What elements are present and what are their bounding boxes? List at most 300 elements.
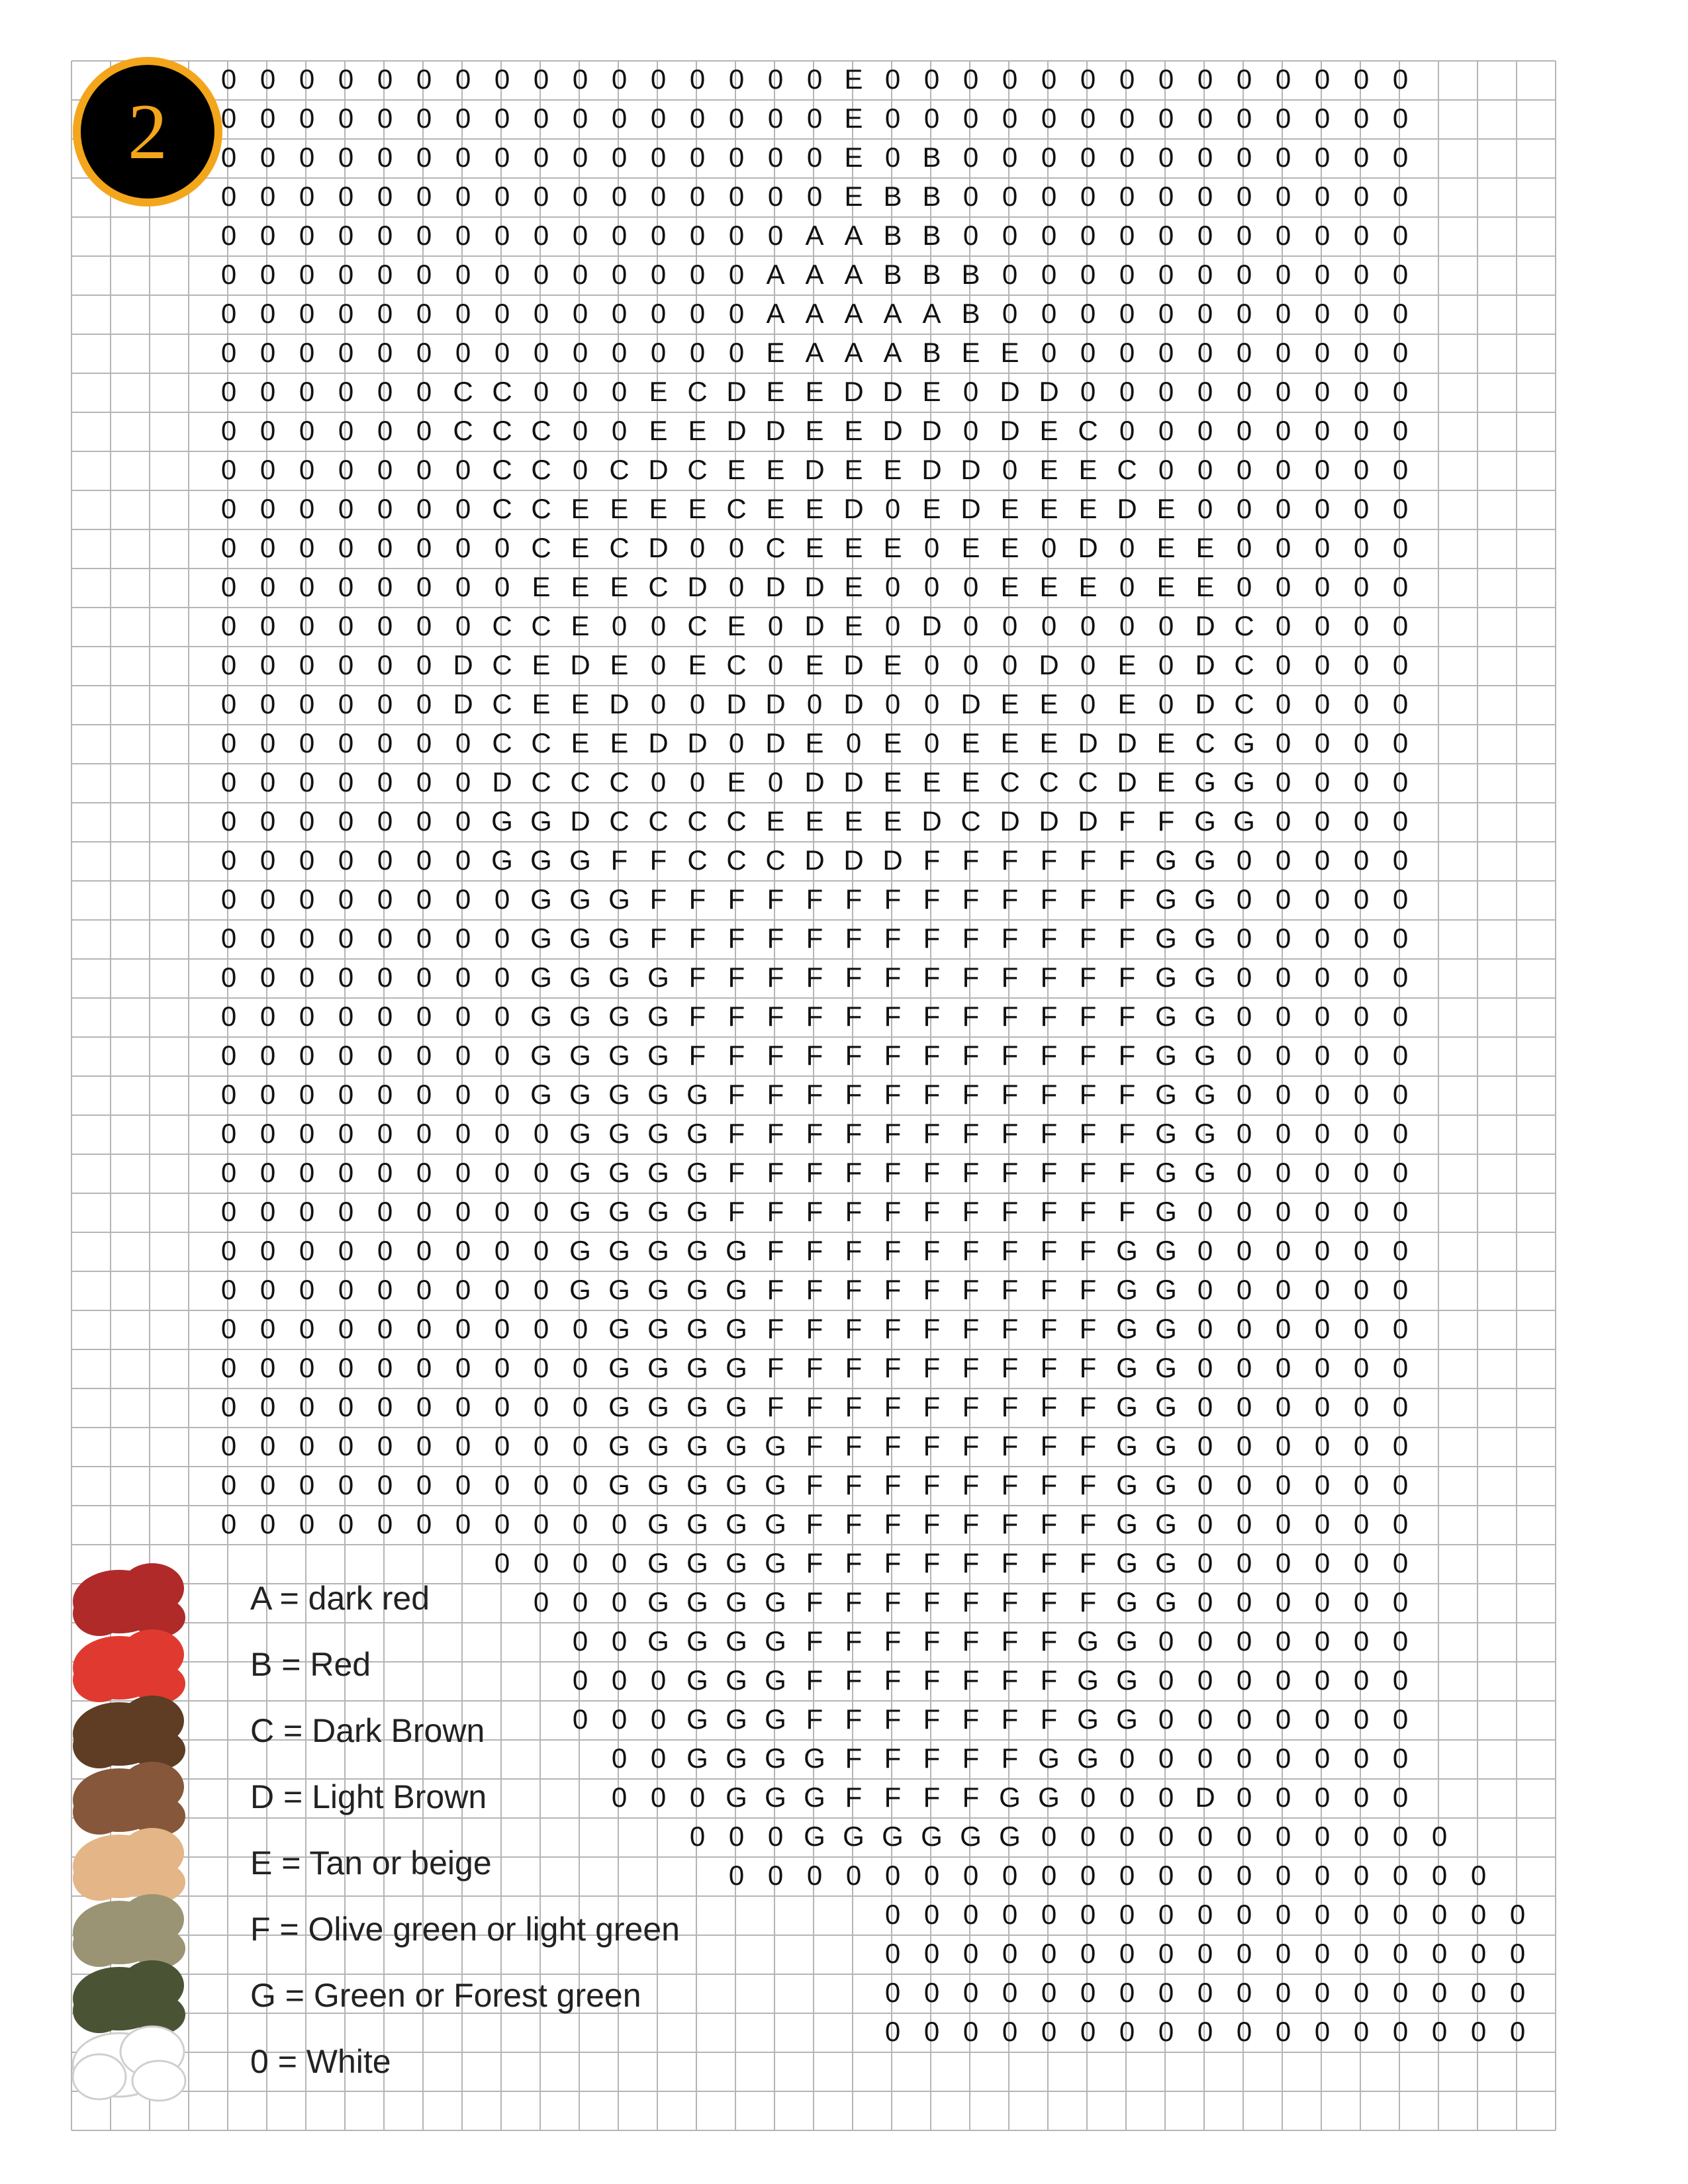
grid-cell: G xyxy=(686,1625,708,1657)
grid-cell: F xyxy=(806,1235,823,1266)
grid-cell: 0 xyxy=(1314,454,1331,485)
grid-cell: 0 xyxy=(611,64,628,95)
grid-cell: E xyxy=(805,415,824,446)
grid-cell: 0 xyxy=(455,1157,471,1188)
grid-cell: 0 xyxy=(1002,103,1018,134)
grid-cell: F xyxy=(962,1118,980,1149)
grid-cell: 0 xyxy=(1236,103,1252,134)
grid-cell: 0 xyxy=(689,688,706,719)
grid-cell: E xyxy=(922,766,941,797)
grid-cell: F xyxy=(1079,1079,1097,1110)
grid-cell: 0 xyxy=(220,1469,237,1500)
grid-cell: D xyxy=(882,376,903,407)
grid-cell: F xyxy=(1079,1586,1097,1617)
grid-cell: 0 xyxy=(299,1352,315,1383)
grid-cell: G xyxy=(726,1235,747,1266)
grid-cell: C xyxy=(765,844,786,876)
grid-cell: G xyxy=(1116,1508,1138,1539)
grid-cell: 0 xyxy=(1353,532,1370,563)
grid-cell: F xyxy=(962,962,980,993)
grid-cell: C xyxy=(961,805,981,837)
grid-cell: 0 xyxy=(650,142,667,173)
grid-cell: G xyxy=(647,1040,669,1071)
grid-cell: E xyxy=(844,610,863,641)
grid-cell: D xyxy=(921,454,942,485)
grid-cell: F xyxy=(962,1782,980,1813)
grid-cell: 0 xyxy=(377,493,393,524)
grid-cell: 0 xyxy=(416,1430,432,1461)
grid-cell: 0 xyxy=(1314,2016,1331,2047)
grid-cell: 0 xyxy=(1275,1625,1291,1657)
grid-cell: 0 xyxy=(338,884,354,915)
grid-cell: 0 xyxy=(494,1079,510,1110)
grid-cell: 0 xyxy=(299,64,315,95)
grid-cell: 0 xyxy=(1041,1977,1057,2008)
grid-cell: D xyxy=(1117,766,1137,797)
grid-cell: F xyxy=(1118,962,1136,993)
grid-cell: 0 xyxy=(611,415,628,446)
grid-cell: A xyxy=(844,259,863,290)
grid-cell: 0 xyxy=(728,571,745,602)
grid-cell: F xyxy=(806,1508,823,1539)
grid-cell: 0 xyxy=(1314,1586,1331,1617)
grid-cell: F xyxy=(923,1352,941,1383)
grid-cell: E xyxy=(1000,571,1019,602)
grid-cell: 0 xyxy=(1236,1938,1252,1969)
grid-cell: 0 xyxy=(377,727,393,758)
grid-cell: 0 xyxy=(494,571,510,602)
grid-cell: F xyxy=(806,1274,823,1305)
grid-cell: F xyxy=(1118,923,1136,954)
grid-cell: 0 xyxy=(1392,1586,1409,1617)
grid-cell: G xyxy=(569,1040,591,1071)
grid-cell: 0 xyxy=(1236,532,1252,563)
grid-cell: E xyxy=(844,103,863,134)
grid-cell: 0 xyxy=(884,1938,901,1969)
grid-cell: 0 xyxy=(494,1508,510,1539)
grid-cell: F xyxy=(884,1469,902,1500)
grid-cell: 0 xyxy=(1080,181,1096,212)
grid-cell: F xyxy=(1040,1586,1058,1617)
grid-cell: F xyxy=(727,1157,745,1188)
grid-cell: F xyxy=(962,1743,980,1774)
grid-cell: 0 xyxy=(1158,1782,1174,1813)
grid-cell: 0 xyxy=(767,1821,784,1852)
grid-cell: 0 xyxy=(220,1430,237,1461)
grid-row xyxy=(209,606,1688,646)
grid-cell: G xyxy=(608,1118,630,1149)
grid-cell: 0 xyxy=(416,1469,432,1500)
grid-cell: A xyxy=(766,259,785,290)
grid-cell: 0 xyxy=(494,962,510,993)
grid-cell: G xyxy=(804,1782,825,1813)
color-swatch xyxy=(73,1828,185,1902)
grid-cell: D xyxy=(843,493,864,524)
grid-cell: 0 xyxy=(1041,181,1057,212)
grid-cell: D xyxy=(1078,805,1098,837)
grid-cell: 0 xyxy=(650,688,667,719)
grid-cell: E xyxy=(844,415,863,446)
grid-cell: 0 xyxy=(494,884,510,915)
grid-cell: 0 xyxy=(494,1469,510,1500)
grid-cell: 0 xyxy=(1236,1313,1252,1344)
grid-cell: 0 xyxy=(1275,1274,1291,1305)
grid-cell: F xyxy=(688,1040,706,1071)
grid-cell: G xyxy=(608,1391,630,1422)
grid-cell: F xyxy=(1079,1118,1097,1149)
grid-cell: F xyxy=(923,1001,941,1032)
grid-cell: 0 xyxy=(533,1274,549,1305)
grid-cell: F xyxy=(962,1352,980,1383)
grid-cell: 0 xyxy=(572,181,588,212)
grid-cell: 0 xyxy=(767,649,784,680)
grid-cell: 0 xyxy=(299,1508,315,1539)
grid-cell: 0 xyxy=(1392,1469,1409,1500)
grid-cell: 0 xyxy=(1197,337,1213,368)
grid-row xyxy=(209,645,1688,685)
grid-cell: 0 xyxy=(1041,1860,1057,1891)
grid-cell: F xyxy=(884,1586,902,1617)
grid-cell: 0 xyxy=(338,1079,354,1110)
grid-cell: 0 xyxy=(1197,1899,1213,1930)
grid-cell: 0 xyxy=(1353,1118,1370,1149)
grid-cell: G xyxy=(960,1821,982,1852)
grid-cell: C xyxy=(492,688,512,719)
grid-cell: 0 xyxy=(338,1196,354,1227)
grid-cell: B xyxy=(883,259,902,290)
grid-cell: 0 xyxy=(1314,962,1331,993)
grid-cell: 0 xyxy=(650,220,667,251)
grid-cell: E xyxy=(1156,571,1176,602)
grid-cell: 0 xyxy=(1236,1977,1252,2008)
grid-cell: 0 xyxy=(1158,1704,1174,1735)
grid-cell: 0 xyxy=(299,415,315,446)
legend-label: E = Tan or beige xyxy=(250,1844,492,1882)
grid-cell: 0 xyxy=(220,1118,237,1149)
grid-cell: G xyxy=(608,884,630,915)
grid-cell: D xyxy=(921,415,942,446)
grid-cell: E xyxy=(883,532,902,563)
grid-cell: F xyxy=(806,1157,823,1188)
grid-cell: F xyxy=(845,1157,863,1188)
grid-cell: 0 xyxy=(572,1313,588,1344)
grid-row xyxy=(209,684,1688,724)
grid-cell: 0 xyxy=(533,64,549,95)
grid-cell: 0 xyxy=(1314,1899,1331,1930)
grid-cell: 0 xyxy=(494,103,510,134)
grid-cell: F xyxy=(923,962,941,993)
grid-cell: F xyxy=(845,1079,863,1110)
grid-cell: 0 xyxy=(220,962,237,993)
grid-cell: 0 xyxy=(1002,1977,1018,2008)
grid-cell: 0 xyxy=(455,1235,471,1266)
grid-cell: 0 xyxy=(416,1001,432,1032)
grid-cell: 0 xyxy=(533,142,549,173)
grid-cell: 0 xyxy=(1392,1782,1409,1813)
grid-cell: 0 xyxy=(259,1040,276,1071)
grid-cell: 0 xyxy=(1353,1196,1370,1227)
grid-cell: E xyxy=(844,454,863,485)
grid-cell: 0 xyxy=(1392,923,1409,954)
grid-cell: F xyxy=(962,1508,980,1539)
grid-cell: 0 xyxy=(689,259,706,290)
grid-cell: 0 xyxy=(494,1196,510,1227)
grid-cell: 0 xyxy=(1236,1782,1252,1813)
grid-cell: G xyxy=(999,1821,1021,1852)
grid-cell: D xyxy=(882,415,903,446)
grid-cell: E xyxy=(727,454,746,485)
grid-cell: 0 xyxy=(338,844,354,876)
grid-row xyxy=(717,1856,1688,1895)
grid-cell: 0 xyxy=(455,1391,471,1422)
grid-cell: 0 xyxy=(1275,1040,1291,1071)
grid-cell: F xyxy=(884,1704,902,1735)
grid-cell: 0 xyxy=(494,181,510,212)
grid-cell: 0 xyxy=(806,688,823,719)
grid-cell: 0 xyxy=(494,1040,510,1071)
grid-cell: G xyxy=(765,1469,786,1500)
grid-cell: 0 xyxy=(1392,1743,1409,1774)
grid-cell: 0 xyxy=(220,103,237,134)
grid-cell: 0 xyxy=(1236,1118,1252,1149)
grid-cell: 0 xyxy=(1119,1977,1135,2008)
grid-cell: 0 xyxy=(611,1625,628,1657)
grid-cell: E xyxy=(1039,454,1058,485)
grid-cell: 0 xyxy=(299,532,315,563)
grid-cell: 0 xyxy=(455,1118,471,1149)
grid-cell: D xyxy=(1117,727,1137,758)
grid-cell: C xyxy=(726,649,747,680)
grid-cell: 0 xyxy=(299,962,315,993)
grid-cell: 0 xyxy=(220,1508,237,1539)
grid-cell: 0 xyxy=(1392,220,1409,251)
grid-cell: 0 xyxy=(533,376,549,407)
grid-cell: 0 xyxy=(220,1079,237,1110)
grid-cell: 0 xyxy=(299,1274,315,1305)
grid-cell: C xyxy=(492,376,512,407)
grid-row xyxy=(209,762,1688,802)
grid-cell: 0 xyxy=(1353,805,1370,837)
grid-cell: 0 xyxy=(728,727,745,758)
grid-cell: F xyxy=(845,1586,863,1617)
grid-row xyxy=(209,60,1688,99)
grid-cell: 0 xyxy=(923,688,940,719)
grid-cell: 0 xyxy=(1236,1860,1252,1891)
grid-cell: 0 xyxy=(923,103,940,134)
grid-cell: 0 xyxy=(1392,298,1409,329)
grid-cell: 0 xyxy=(259,688,276,719)
grid-cell: 0 xyxy=(1275,415,1291,446)
grid-cell: F xyxy=(806,1352,823,1383)
grid-cell: 0 xyxy=(220,1157,237,1188)
grid-cell: 0 xyxy=(1158,220,1174,251)
grid-row xyxy=(209,1231,1688,1271)
grid-cell: 0 xyxy=(962,2016,979,2047)
grid-cell: E xyxy=(844,64,863,95)
grid-cell: F xyxy=(1001,1001,1019,1032)
grid-cell: C xyxy=(687,844,708,876)
grid-cell: 0 xyxy=(1158,610,1174,641)
grid-cell: 0 xyxy=(650,103,667,134)
grid-cell: 0 xyxy=(1197,415,1213,446)
grid-cell: 0 xyxy=(611,1782,628,1813)
grid-cell: 0 xyxy=(962,220,979,251)
grid-row xyxy=(209,450,1688,490)
grid-cell: 0 xyxy=(962,610,979,641)
grid-cell: 0 xyxy=(962,1899,979,1930)
grid-cell: C xyxy=(609,805,630,837)
legend-label: G = Green or Forest green xyxy=(250,1977,641,2014)
grid-cell: F xyxy=(845,962,863,993)
grid-cell: G xyxy=(530,1079,552,1110)
grid-cell: 0 xyxy=(455,1469,471,1500)
grid-cell: 0 xyxy=(220,454,237,485)
grid-cell: 0 xyxy=(1275,1352,1291,1383)
grid-cell: F xyxy=(845,1352,863,1383)
grid-cell: F xyxy=(806,1391,823,1422)
grid-cell: F xyxy=(1001,1625,1019,1657)
grid-cell: 0 xyxy=(1236,181,1252,212)
grid-cell: 0 xyxy=(1236,1430,1252,1461)
grid-cell: F xyxy=(1118,884,1136,915)
grid-cell: E xyxy=(688,493,707,524)
grid-cell: 0 xyxy=(299,1313,315,1344)
grid-row xyxy=(209,997,1688,1036)
grid-cell: 0 xyxy=(728,220,745,251)
grid-cell: F xyxy=(923,1508,941,1539)
grid-cell: F xyxy=(806,1430,823,1461)
grid-cell: G xyxy=(686,1157,708,1188)
grid-cell: G xyxy=(647,1235,669,1266)
grid-cell: 0 xyxy=(1158,298,1174,329)
grid-cell: 0 xyxy=(1275,2016,1291,2047)
grid-cell: E xyxy=(610,571,629,602)
grid-cell: F xyxy=(962,1391,980,1422)
grid-cell: E xyxy=(883,649,902,680)
grid-cell: B xyxy=(961,298,980,329)
grid-cell: 0 xyxy=(1119,181,1135,212)
grid-cell: G xyxy=(1155,1352,1177,1383)
grid-cell: 0 xyxy=(1197,1391,1213,1422)
grid-cell: G xyxy=(1116,1704,1138,1735)
grid-cell: 0 xyxy=(299,688,315,719)
grid-cell: E xyxy=(688,415,707,446)
grid-cell: F xyxy=(1040,1352,1058,1383)
grid-cell: C xyxy=(726,493,747,524)
grid-cell: C xyxy=(492,454,512,485)
grid-row xyxy=(209,411,1688,451)
grid-cell: 0 xyxy=(299,1469,315,1500)
grid-cell: F xyxy=(884,1664,902,1696)
grid-cell: F xyxy=(767,962,784,993)
grid-cell: 0 xyxy=(1197,1313,1213,1344)
grid-cell: D xyxy=(1078,532,1098,563)
grid-cell: F xyxy=(727,1118,745,1149)
grid-cell: 0 xyxy=(533,298,549,329)
grid-cell: 0 xyxy=(1275,1704,1291,1735)
grid-cell: G xyxy=(1077,1743,1099,1774)
grid-cell: 0 xyxy=(1392,1157,1409,1188)
grid-cell: 0 xyxy=(1392,1704,1409,1735)
grid-cell: 0 xyxy=(1080,103,1096,134)
grid-cell: B xyxy=(883,181,902,212)
grid-cell: G xyxy=(765,1743,786,1774)
grid-cell: 0 xyxy=(259,64,276,95)
grid-cell: 0 xyxy=(299,766,315,797)
grid-cell: 0 xyxy=(377,1001,393,1032)
grid-cell: F xyxy=(884,1352,902,1383)
grid-cell: 0 xyxy=(455,1001,471,1032)
grid-cell: 0 xyxy=(1353,1547,1370,1578)
grid-cell: 0 xyxy=(1275,454,1291,485)
grid-cell: F xyxy=(1001,844,1019,876)
grid-cell: F xyxy=(923,1118,941,1149)
grid-cell: 0 xyxy=(572,415,588,446)
grid-cell: G xyxy=(647,1391,669,1422)
grid-cell: F xyxy=(923,1196,941,1227)
grid-cell: 0 xyxy=(259,1508,276,1539)
grid-cell: 0 xyxy=(1392,454,1409,485)
grid-cell: 0 xyxy=(338,766,354,797)
grid-cell: F xyxy=(1118,1118,1136,1149)
grid-cell: 0 xyxy=(1275,1079,1291,1110)
grid-cell: F xyxy=(884,1743,902,1774)
grid-cell: 0 xyxy=(338,805,354,837)
grid-cell: 0 xyxy=(1353,1743,1370,1774)
grid-cell: 0 xyxy=(1119,1782,1135,1813)
grid-row xyxy=(209,1465,1688,1505)
grid-cell: G xyxy=(1116,1625,1138,1657)
grid-cell: G xyxy=(686,1743,708,1774)
grid-cell: F xyxy=(1040,1157,1058,1188)
grid-cell: G xyxy=(1155,1235,1177,1266)
grid-cell: E xyxy=(727,610,746,641)
grid-cell: 0 xyxy=(1236,2016,1252,2047)
grid-cell: F xyxy=(1118,1196,1136,1227)
grid-cell: F xyxy=(727,1040,745,1071)
grid-cell: 0 xyxy=(377,1196,393,1227)
grid-cell: G xyxy=(1038,1743,1060,1774)
grid-cell: E xyxy=(1156,532,1176,563)
grid-cell: A xyxy=(805,259,824,290)
grid-cell: G xyxy=(530,923,552,954)
grid-cell: 0 xyxy=(1002,649,1018,680)
grid-cell: 0 xyxy=(611,376,628,407)
grid-row xyxy=(561,1700,1688,1739)
grid-cell: F xyxy=(884,1547,902,1578)
grid-cell: G xyxy=(686,1313,708,1344)
grid-cell: G xyxy=(1194,1001,1216,1032)
grid-cell: F xyxy=(1001,1352,1019,1383)
grid-cell: 0 xyxy=(416,103,432,134)
grid-cell: 0 xyxy=(650,64,667,95)
grid-cell: 0 xyxy=(728,1821,745,1852)
grid-cell: 0 xyxy=(1275,805,1291,837)
grid-cell: 0 xyxy=(416,688,432,719)
grid-cell: 0 xyxy=(1275,1118,1291,1149)
grid-cell: F xyxy=(1079,1157,1097,1188)
grid-cell: D xyxy=(1195,1782,1215,1813)
grid-cell: 0 xyxy=(1392,1040,1409,1071)
grid-cell: 0 xyxy=(1080,2016,1096,2047)
grid-cell: G xyxy=(608,1196,630,1227)
grid-cell: 0 xyxy=(377,1157,393,1188)
grid-row xyxy=(209,841,1688,880)
grid-cell: F xyxy=(767,1157,784,1188)
grid-cell: 0 xyxy=(1002,142,1018,173)
grid-cell: G xyxy=(647,1430,669,1461)
grid-cell: D xyxy=(1000,376,1020,407)
